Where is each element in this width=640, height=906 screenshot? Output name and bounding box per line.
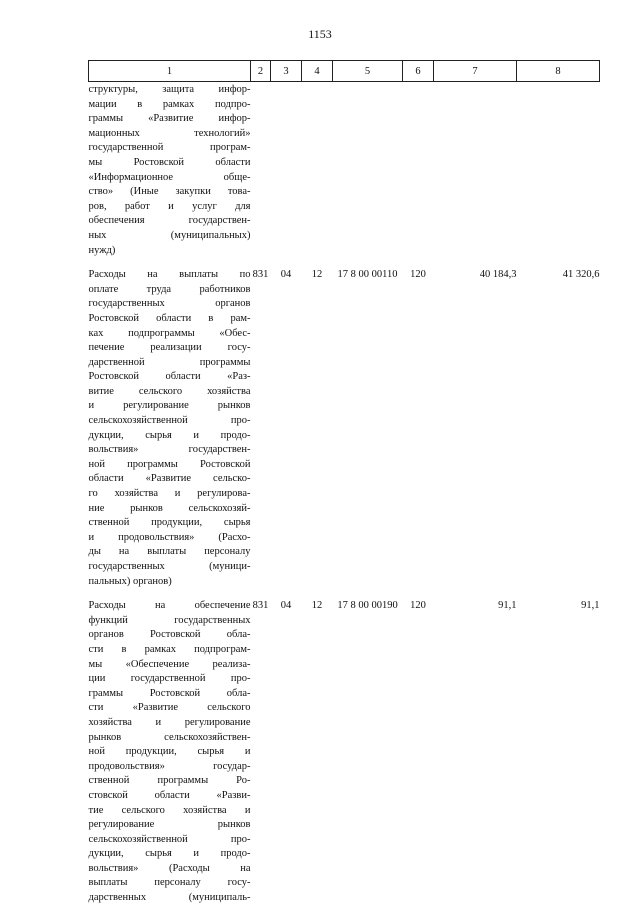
- column-header-2: 2: [251, 61, 271, 82]
- table-body: [89, 82, 600, 906]
- description-line: обеспечения государствен-: [88, 215, 251, 227]
- description-line: регулирование рынков: [88, 819, 251, 831]
- amount-year-1: [434, 82, 517, 259]
- description-line: сельскохозяйственной про-: [88, 415, 251, 427]
- row-description: [89, 82, 251, 259]
- description-line: ние рынков сельскохозяй-: [88, 502, 251, 514]
- description-line: государственной програм-: [88, 142, 251, 154]
- description-line: выплаты персоналу госу-: [88, 877, 251, 889]
- description-line: ственной продукции, сырья: [88, 517, 251, 529]
- description-line: структуры, защита инфор-: [88, 84, 251, 95]
- description-line: области «Развитие сельско-: [88, 473, 251, 485]
- expense-type-code: 120: [410, 269, 426, 281]
- description-line: ров, работ и услуг для: [88, 200, 251, 212]
- subsection-code: 12: [311, 600, 323, 612]
- description-line: Ростовской области в рам-: [88, 312, 251, 324]
- description-line: мы «Обеспечение реализа-: [88, 658, 251, 670]
- description-line: пальных) органов): [88, 575, 172, 587]
- row-description: [89, 268, 251, 589]
- description-line: ции государственной про-: [88, 673, 251, 685]
- section-code: [271, 82, 302, 259]
- description-line: Расходы на обеспечение: [88, 600, 251, 612]
- target-code: 17 8 00 00110: [337, 269, 398, 281]
- amount-year-1: 40 184,3: [479, 269, 517, 281]
- column-header-4: 4: [302, 61, 333, 82]
- description-line: ство» (Иные закупки това-: [88, 186, 251, 198]
- row-spacer: [89, 258, 600, 268]
- description-line: ды на выплаты персоналу: [88, 546, 251, 558]
- description-line: сельскохозяйственной про-: [88, 833, 251, 845]
- description-line: стовской области «Разви-: [88, 789, 251, 801]
- description-line: и продовольствия» (Расхо-: [88, 531, 251, 543]
- column-header-7: 7: [434, 61, 517, 82]
- row-spacer: [89, 589, 600, 599]
- section-code: 04: [280, 600, 292, 612]
- column-header-5: 5: [333, 61, 403, 82]
- description-line: Ростовской области «Раз-: [88, 371, 251, 383]
- column-header-6: 6: [403, 61, 434, 82]
- description-line: дарственной программы: [88, 356, 251, 368]
- target-code: [333, 82, 403, 259]
- description-line: граммы «Развитие инфор-: [88, 113, 251, 125]
- description-line: и регулирование рынков: [88, 400, 251, 412]
- description-line: печение реализации госу-: [88, 342, 251, 354]
- description-line: функций государственных: [88, 614, 251, 626]
- description-line: продовольствия» государ-: [88, 760, 251, 772]
- description-line: ной продукции, сырья и: [88, 746, 251, 758]
- description-line: ках подпрограммы «Обес-: [88, 327, 251, 339]
- section-code: 04: [280, 269, 292, 281]
- description-line: дукции, сырья и продо-: [88, 429, 251, 441]
- description-line: дукции, сырья и продо-: [88, 848, 251, 860]
- description-line: оплате труда работников: [88, 283, 251, 295]
- admin-code: 831: [252, 269, 269, 281]
- target-code: 17 8 00 00190: [337, 600, 398, 612]
- description-line: государственных (муници-: [88, 561, 251, 572]
- description-line: рынков сельскохозяйствен-: [88, 731, 251, 743]
- table-row: [89, 82, 600, 259]
- table-row: [89, 268, 600, 589]
- expense-type-code: 120: [410, 600, 426, 612]
- subsection-code: 12: [311, 269, 323, 281]
- description-line: сти «Развитие сельского: [88, 702, 251, 714]
- column-header-1: 1: [89, 61, 251, 82]
- description-line: мации в рамках подпро-: [88, 98, 251, 110]
- description-line: ных (муниципальных): [88, 229, 251, 241]
- page-number: 1153: [308, 27, 332, 41]
- description-line: ной программы Ростовской: [88, 458, 251, 470]
- expense-type-code: [403, 82, 434, 259]
- description-line: хозяйства и регулирование: [88, 716, 251, 728]
- description-line: граммы Ростовской обла-: [88, 687, 251, 699]
- description-line: вольствия» (Расходы на: [88, 862, 251, 874]
- budget-table: [88, 60, 600, 906]
- description-line: го хозяйства и регулирова-: [88, 488, 251, 500]
- description-line: государственных органов: [88, 298, 251, 310]
- amount-year-2: 91,1: [581, 600, 600, 612]
- description-line: нужд): [88, 244, 116, 256]
- description-line: Расходы на выплаты по: [88, 269, 251, 281]
- description-line: мы Ростовской области: [88, 156, 251, 168]
- amount-year-2: 41 320,6: [562, 269, 600, 281]
- description-line: ственной программы Ро-: [88, 775, 251, 787]
- description-line: дарственных (муниципаль-: [88, 892, 251, 904]
- description-line: органов Ростовской обла-: [88, 629, 251, 641]
- row-description: [89, 599, 251, 905]
- admin-code: 831: [252, 600, 269, 612]
- column-header-3: 3: [271, 61, 302, 82]
- admin-code: [251, 82, 271, 259]
- description-line: тие сельского хозяйства и: [88, 804, 251, 816]
- table-header-row: [89, 61, 600, 82]
- amount-year-1: 91,1: [498, 600, 517, 612]
- subsection-code: [302, 82, 333, 259]
- amount-year-2: [517, 82, 600, 259]
- column-header-8: 8: [517, 61, 600, 82]
- table-row: [89, 599, 600, 905]
- description-line: витие сельского хозяйства: [88, 385, 251, 397]
- description-line: мационных технологий»: [88, 127, 251, 139]
- description-line: «Информационное обще-: [88, 171, 251, 183]
- description-line: вольствия» государствен-: [88, 444, 251, 456]
- description-line: сти в рамках подпрограм-: [88, 643, 251, 655]
